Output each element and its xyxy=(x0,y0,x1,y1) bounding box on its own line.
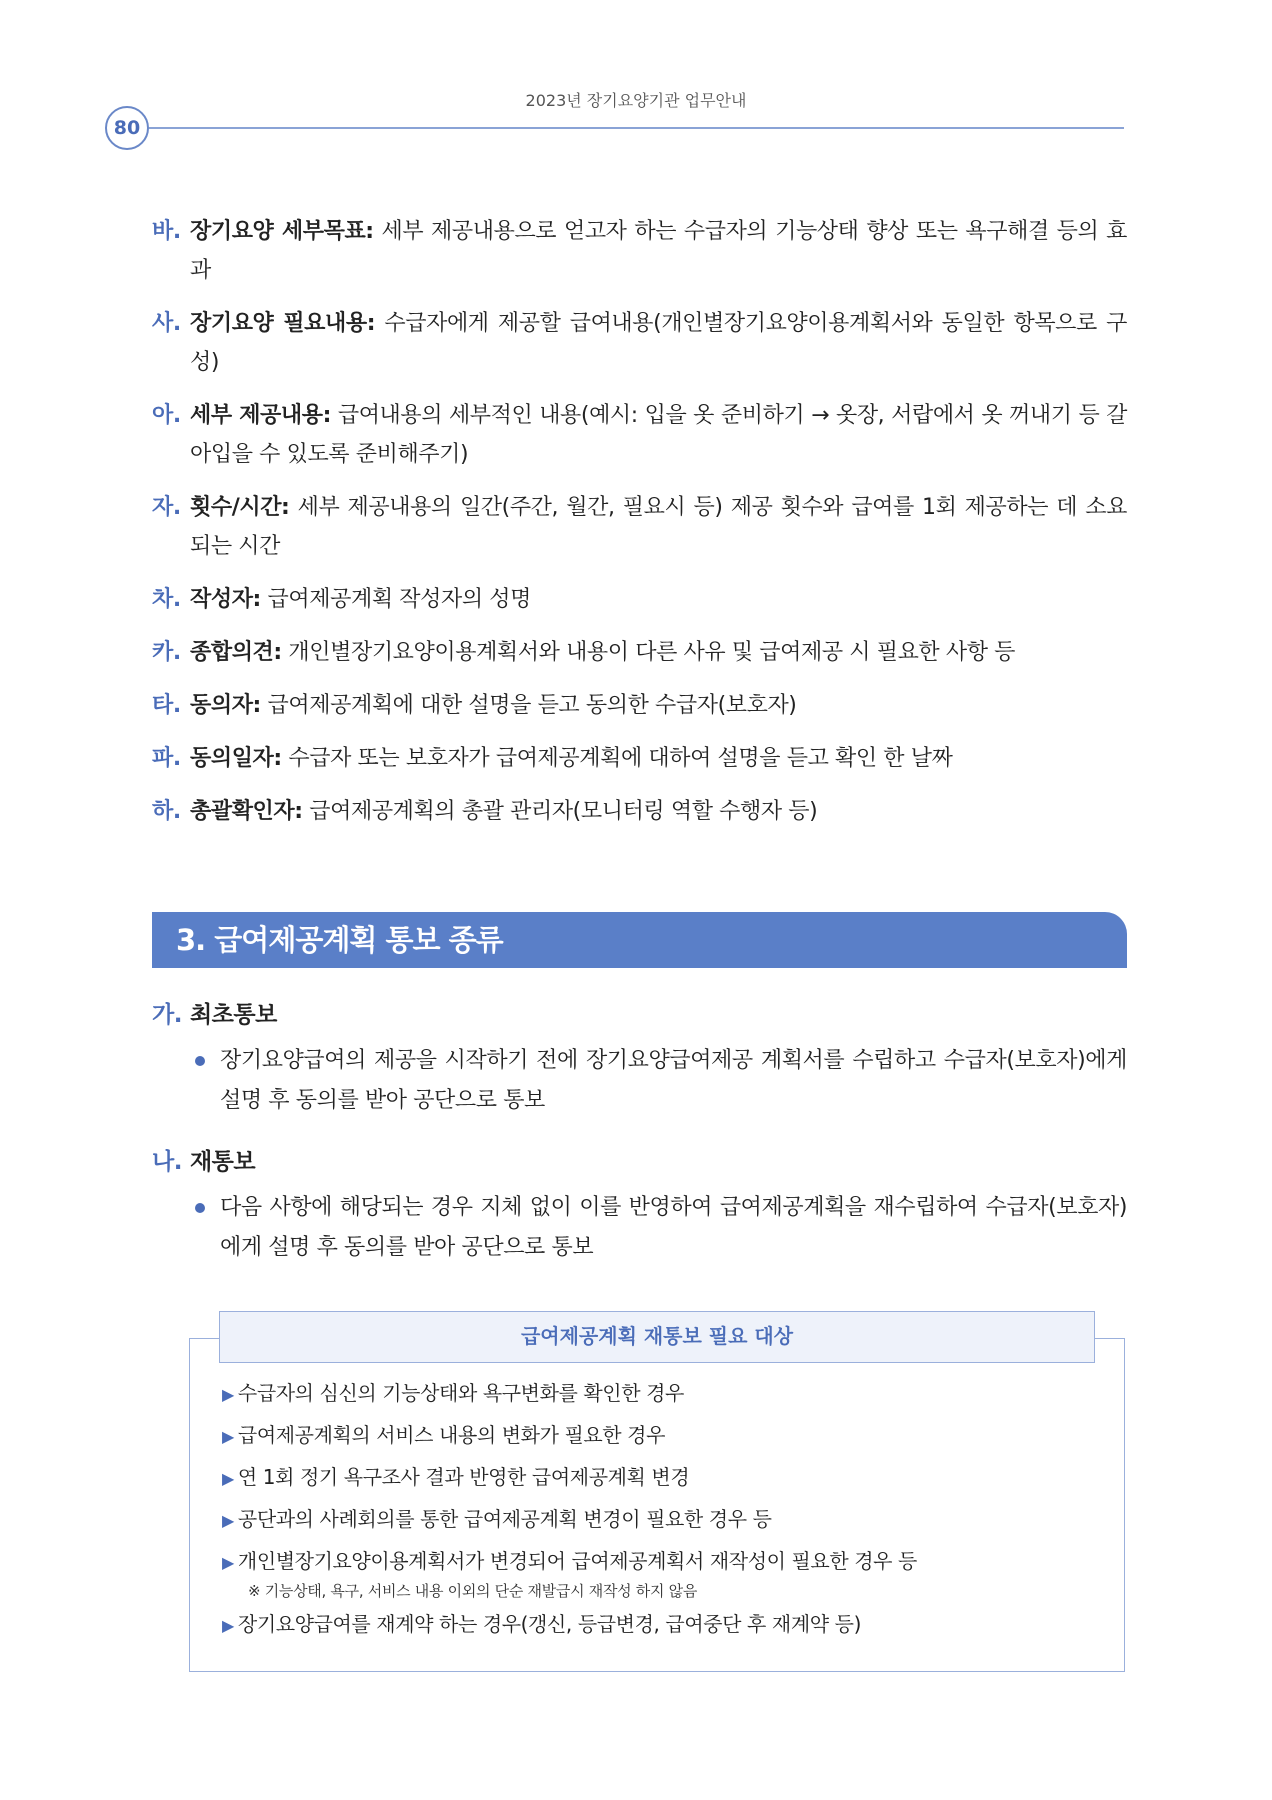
definition-text: 개인별장기요양이용계획서와 내용이 다른 사유 및 급여제공 시 필요한 사항 등 xyxy=(281,640,1016,665)
subsection-initial-notice xyxy=(152,999,1127,1121)
bullet-text: 다음 사항에 해당되는 경우 지체 없이 이를 반영하여 급여제공계획을 재수립하여 수급자(보호자)에게 설명 후 동의를 받아 공단으로 통보 xyxy=(220,1195,1127,1260)
definition-term: 작성자: xyxy=(190,587,261,612)
bullet-dot-icon xyxy=(195,1056,205,1066)
subsection-title: 재통보 xyxy=(189,1149,256,1175)
renotice-box-items xyxy=(222,1380,1102,1653)
definition-item xyxy=(152,396,1127,474)
definition-item xyxy=(152,633,1127,672)
definition-marker: 파. xyxy=(152,746,181,771)
page-header-title: 2023년 장기요양기관 업무안내 xyxy=(525,91,747,110)
definition-marker: 타. xyxy=(152,693,181,718)
definition-text: 세부 제공내용의 일간(주간, 월간, 필요시 등) 제공 횟수와 급여를 1회 제공하는 데 소요되는 시간 xyxy=(190,495,1127,559)
definition-item xyxy=(152,488,1127,566)
definition-item xyxy=(152,686,1127,725)
definition-marker: 바. xyxy=(152,219,181,244)
bullet-item xyxy=(152,1041,1127,1121)
definition-term: 장기요양 필요내용: xyxy=(190,311,376,336)
definition-marker: 차. xyxy=(152,587,181,612)
definition-item xyxy=(152,580,1127,619)
box-item-text: 급여제공계획의 서비스 내용의 변화가 필요한 경우 xyxy=(237,1423,666,1447)
definition-text: 수급자 또는 보호자가 급여제공계획에 대하여 설명을 듣고 확인 한 날짜 xyxy=(281,746,953,771)
box-item-text: 공단과의 사례회의를 통한 급여제공계획 변경이 필요한 경우 등 xyxy=(237,1507,772,1531)
bullet-dot-icon xyxy=(195,1203,205,1213)
definition-text: 수급자에게 제공할 급여내용(개인별장기요양이용계획서와 동일한 항목으로 구성) xyxy=(190,311,1127,375)
definition-text: 급여제공계획에 대한 설명을 듣고 동의한 수급자(보호자) xyxy=(260,693,797,718)
triangle-right-icon: ▶ xyxy=(222,1427,234,1446)
definition-marker: 아. xyxy=(152,403,181,428)
triangle-right-icon: ▶ xyxy=(222,1553,234,1572)
box-list-item xyxy=(222,1506,1102,1534)
triangle-right-icon: ▶ xyxy=(222,1511,234,1530)
box-list-item xyxy=(222,1380,1102,1408)
box-item-text: 수급자의 심신의 기능상태와 욕구변화를 확인한 경우 xyxy=(237,1381,684,1405)
definition-marker: 자. xyxy=(152,495,181,520)
definition-term: 세부 제공내용: xyxy=(190,403,332,428)
section-3-banner: 3. 급여제공계획 통보 종류 xyxy=(152,912,1127,968)
subsection-renotice xyxy=(152,1146,1127,1268)
box-item-text: 연 1회 정기 욕구조사 결과 반영한 급여제공계획 변경 xyxy=(237,1465,690,1489)
definition-term: 종합의견: xyxy=(190,640,282,665)
box-list-item xyxy=(222,1611,1102,1639)
box-item-text: 장기요양급여를 재계약 하는 경우(갱신, 등급변경, 급여중단 후 재계약 등) xyxy=(237,1612,861,1636)
triangle-right-icon: ▶ xyxy=(222,1616,234,1635)
subsection-marker: 나. xyxy=(152,1149,182,1175)
definition-term: 동의자: xyxy=(190,693,261,718)
box-note: ※ 기능상태, 욕구, 서비스 내용 이외의 단순 재발급시 재작성 하지 않음 xyxy=(248,1582,698,1600)
definition-marker: 카. xyxy=(152,640,181,665)
box-list-item xyxy=(222,1422,1102,1450)
definition-item xyxy=(152,739,1127,778)
definition-marker: 사. xyxy=(152,311,181,336)
header-divider xyxy=(149,127,1124,129)
box-list-item xyxy=(222,1464,1102,1492)
definition-term: 총괄확인자: xyxy=(190,799,303,824)
definition-text: 급여제공계획 작성자의 성명 xyxy=(260,587,531,612)
triangle-right-icon: ▶ xyxy=(222,1469,234,1488)
definition-text: 세부 제공내용으로 얻고자 하는 수급자의 기능상태 향상 또는 욕구해결 등의 효과 xyxy=(190,219,1127,283)
subsection-marker: 가. xyxy=(152,1002,182,1028)
definition-marker: 하. xyxy=(152,799,181,824)
definition-item xyxy=(152,212,1127,290)
subsection-title: 최초통보 xyxy=(189,1002,277,1028)
definition-item xyxy=(152,304,1127,382)
bullet-text: 장기요양급여의 제공을 시작하기 전에 장기요양급여제공 계획서를 수립하고 수급자(보호자)에게 설명 후 동의를 받아 공단으로 통보 xyxy=(220,1048,1127,1113)
box-list-item xyxy=(222,1548,1102,1576)
bullet-item xyxy=(152,1188,1127,1268)
renotice-box-title: 급여제공계획 재통보 필요 대상 xyxy=(219,1311,1095,1363)
definition-text: 급여제공계획의 총괄 관리자(모니터링 역할 수행자 등) xyxy=(302,799,818,824)
definition-item xyxy=(152,792,1127,831)
page-number: 80 xyxy=(105,106,149,150)
definition-list xyxy=(152,212,1127,845)
definition-term: 동의일자: xyxy=(190,746,282,771)
subsection-heading xyxy=(152,999,1127,1031)
subsection-heading xyxy=(152,1146,1127,1178)
definition-term: 장기요양 세부목표: xyxy=(190,219,374,244)
box-item-text: 개인별장기요양이용계획서가 변경되어 급여제공계획서 재작성이 필요한 경우 등 xyxy=(237,1549,917,1573)
definition-text: 급여내용의 세부적인 내용(예시: 입을 옷 준비하기 → 옷장, 서랍에서 옷 꺼내기 등 갈아입을 수 있도록 준비해주기) xyxy=(190,403,1127,467)
definition-term: 횟수/시간: xyxy=(190,495,290,520)
triangle-right-icon: ▶ xyxy=(222,1385,234,1404)
